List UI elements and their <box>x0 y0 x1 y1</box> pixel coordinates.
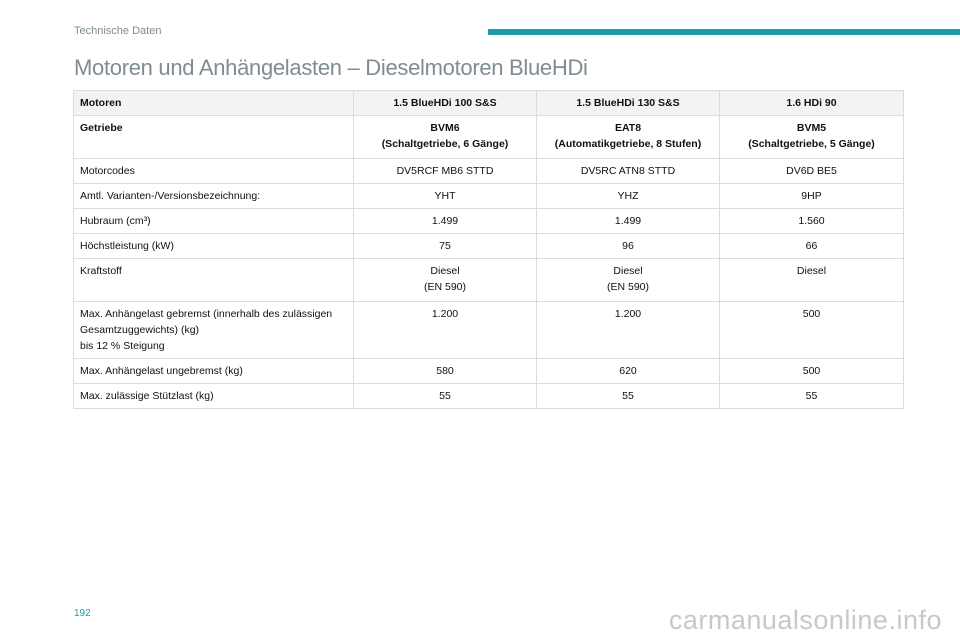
table-cell: 9HP <box>720 184 904 209</box>
gearbox-description: (Schaltgetriebe, 5 Gänge) <box>748 138 875 150</box>
watermark: carmanualsonline.info <box>668 605 942 635</box>
gearbox-code: BVM6 <box>430 122 460 134</box>
table-cell: 66 <box>720 234 904 259</box>
table-cell: 580 <box>354 359 537 384</box>
table-cell: DV5RCF MB6 STTD <box>354 159 537 184</box>
fuel-type: Diesel <box>796 265 827 277</box>
table-row-fuel <box>74 259 904 302</box>
fuel-standard: (EN 590) <box>606 281 649 293</box>
row-label: Amtl. Varianten-/Versionsbezeichnung: <box>74 184 354 209</box>
row-label: Höchstleistung (kW) <box>74 234 354 259</box>
row-label: Hubraum (cm³) <box>74 209 354 234</box>
gearbox-description: (Automatikgetriebe, 8 Stufen) <box>554 138 702 150</box>
table-cell: 1.499 <box>537 209 720 234</box>
table-cell: 75 <box>354 234 537 259</box>
table-row-braked-trailer <box>74 302 904 359</box>
gearbox-code: EAT8 <box>614 122 642 134</box>
table-row <box>74 359 904 384</box>
table-cell: 1.200 <box>537 302 720 359</box>
engine-data-table <box>73 90 904 409</box>
header-label-cell: Motoren <box>74 91 354 116</box>
table-header-row <box>74 91 904 116</box>
table-cell: 620 <box>537 359 720 384</box>
table-cell: DV5RC ATN8 STTD <box>537 159 720 184</box>
gearbox-description: (Schaltgetriebe, 6 Gänge) <box>381 138 509 150</box>
table-cell: 500 <box>720 302 904 359</box>
row-label-line: bis 12 % Steigung <box>80 340 165 352</box>
table-cell: YHZ <box>537 184 720 209</box>
row-label: Max. zulässige Stützlast (kg) <box>74 384 354 409</box>
table-cell: 55 <box>537 384 720 409</box>
table-cell: 1.560 <box>720 209 904 234</box>
row-label <box>74 302 354 359</box>
table-cell: 55 <box>354 384 537 409</box>
engine-column-header: 1.6 HDi 90 <box>720 91 904 116</box>
fuel-standard: (EN 590) <box>423 281 466 293</box>
gearbox-cell <box>720 116 904 159</box>
page-title: Motoren und Anhängelasten – Dieselmotoren BlueHDi <box>74 55 588 80</box>
row-label-line: Gesamtzuggewichts) (kg) <box>80 324 200 336</box>
fuel-type: Diesel <box>613 265 643 277</box>
table-cell: 1.200 <box>354 302 537 359</box>
section-accent-bar <box>488 29 960 35</box>
table-cell: 500 <box>720 359 904 384</box>
gearbox-code: BVM5 <box>796 122 827 134</box>
table-row <box>74 209 904 234</box>
table-row <box>74 184 904 209</box>
gearbox-cell <box>354 116 537 159</box>
table-row <box>74 384 904 409</box>
row-label: Max. Anhängelast ungebremst (kg) <box>74 359 354 384</box>
gearbox-cell <box>537 116 720 159</box>
table-row <box>74 234 904 259</box>
table-cell: YHT <box>354 184 537 209</box>
row-label: Getriebe <box>74 116 354 159</box>
table-cell: 96 <box>537 234 720 259</box>
row-label: Kraftstoff <box>74 259 354 302</box>
table-row <box>74 159 904 184</box>
table-cell: 55 <box>720 384 904 409</box>
fuel-cell <box>537 259 720 302</box>
engine-column-header: 1.5 BlueHDi 130 S&S <box>537 91 720 116</box>
table-row-gearbox <box>74 116 904 159</box>
fuel-cell <box>720 259 904 302</box>
row-label-line: Max. Anhängelast gebremst (innerhalb des zulässigen <box>80 308 333 320</box>
engine-column-header: 1.5 BlueHDi 100 S&S <box>354 91 537 116</box>
section-label: Technische Daten <box>74 25 162 37</box>
fuel-cell <box>354 259 537 302</box>
fuel-type: Diesel <box>430 265 460 277</box>
row-label: Motorcodes <box>74 159 354 184</box>
page-number: 192 <box>74 608 91 619</box>
table-cell: DV6D BE5 <box>720 159 904 184</box>
table-cell: 1.499 <box>354 209 537 234</box>
